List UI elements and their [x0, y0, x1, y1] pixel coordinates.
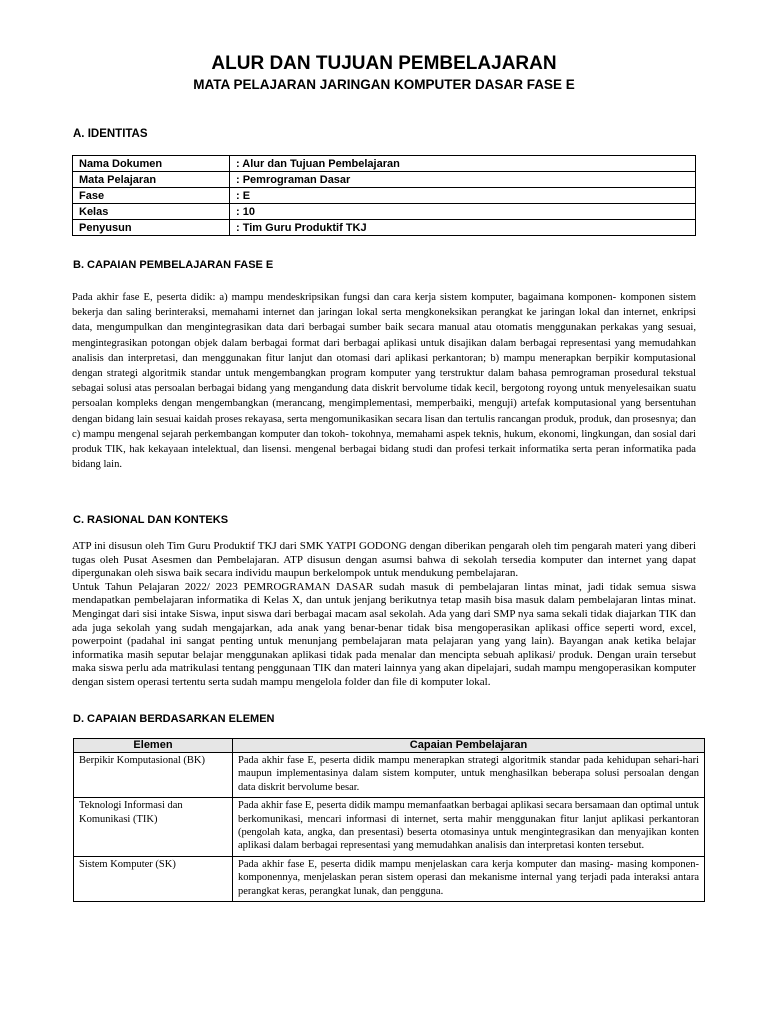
element-name: Berpikir Komputasional (BK)	[74, 753, 233, 798]
element-name: Teknologi Informasi dan Komunikasi (TIK)	[74, 798, 233, 857]
table-row	[73, 172, 696, 188]
section-b-heading: B. CAPAIAN PEMBELAJARAN FASE E	[73, 259, 274, 271]
table-row	[74, 856, 705, 901]
element-outcome: Pada akhir fase E, peserta didik mampu menjelaskan cara kerja komputer dan masing- masing komponen-komponennya, menjelaskan peran sistem operasi dan mekanisme internal yang terjadi pada interaksi antara perangkat keras, perangkat lunak, dan pengguna.	[233, 856, 705, 901]
section-d-heading: D. CAPAIAN BERDASARKAN ELEMEN	[73, 713, 275, 725]
identity-value: : Pemrograman Dasar	[230, 172, 696, 188]
identity-table	[72, 155, 696, 236]
section-a-heading: A. IDENTITAS	[73, 128, 148, 140]
elements-table	[73, 738, 705, 902]
element-outcome: Pada akhir fase E, peserta didik mampu memanfaatkan berbagai aplikasi secara bersamaan dan optimal untuk berkomunikasi, mencari informasi di internet, serta mahir menggunakan fitur lanjut aplikasi perkantoran (pengolah kata, angka, dan presentasi) beserta otomasinya untuk mengintegrasikan dan menyajikan konten aplikasi dalam berbagai representasi yang memudahkan analisis dan interpretasi konten tersebut.	[233, 798, 705, 857]
identity-key: Kelas	[73, 204, 230, 220]
paragraph: Pada akhir fase E, peserta didik: a) mampu mendeskripsikan fungsi dan cara kerja sistem komputer, bagaimana komponen- komponen sistem bekerja dan saling berinteraksi, memahami internet dan jaringan lokal serta mengkoneksikan perangkat ke jaringan lokal dan internet, enkripsi data, mengumpulkan dan mengintegrasikan data dari berbagai sumber baik secara manual atau otomatis menggunakan perkakas yang sesuai, mengintegrasikan potongan objek dalam berbagai format dari berbagai aplikasi untuk disajikan dalam berbagai representasi yang memudahkan analisis dan interpretasi, dan menggunakan fitur lanjut dan otomasi dari aplikasi perkantoran; b) mampu menerapkan berpikir komputasional dengan strategi algoritmik standar untuk mengembangkan program komputer yang terstruktur dalam bahasa pemrograman prosedural tekstual sebagai solusi atas persoalan berbagai bidang yang mengandung data diskrit bervolume tidak kecil, bergotong royong untuk menyelesaikan suatu persoalan kompleks dengan mengembangkan (merancang, mengimplementasi, memperbaiki, menguji) artefak komputasional yang bersentuhan dengan bidang lain sesuai kaidah proses rekayasa, serta mengomunikasikan secara lisan dan tertulis rancangan produk, produk, dan prosesnya; dan c) mampu mengenal sejarah perkembangan komputer dan tokoh- tokohnya, memahami aspek teknis, hukum, ekonomi, lingkungan, dan sosial dari produk TIK, hak kekayaan intelektual, dan lisensi. mengenal berbagai bidang studi dan profesi terkait informatika serta peran informatika pada bidang lain.	[72, 292, 696, 471]
element-outcome: Pada akhir fase E, peserta didik mampu menerapkan strategi algoritmik standar pada kehidupan sehari-hari maupun implementasinya dalam sistem komputer, untuk menghasilkan beberapa solusi persoalan dengan data diskrit bervolume besar.	[233, 753, 705, 798]
section-c-heading: C. RASIONAL DAN KONTEKS	[73, 514, 229, 526]
identity-key: Nama Dokumen	[73, 156, 230, 172]
table-row	[73, 188, 696, 204]
identity-value: : E	[230, 188, 696, 204]
element-name: Sistem Komputer (SK)	[74, 856, 233, 901]
column-header-capaian: Capaian Pembelajaran	[233, 739, 705, 753]
table-header-row	[74, 739, 705, 753]
section-c-text	[72, 540, 696, 690]
document-subtitle: MATA PELAJARAN JARINGAN KOMPUTER DASAR FASE E	[193, 77, 575, 92]
table-row	[74, 753, 705, 798]
identity-value: : Alur dan Tujuan Pembelajaran	[230, 156, 696, 172]
paragraph: Untuk Tahun Pelajaran 2022/ 2023 PEMROGRAMAN DASAR sudah masuk di pembelajaran lintas minat, jadi tidak semua siswa mendapatkan pembelajaran informatika di Kelas X, dan untuk jenjang berikutnya tetap masih bisa masuk dalam pembelajaran lintas minat. Mengingat dari sisi intake Siswa, input siswa dari berbagai macam asal sekolah. Ada yang dari SMP nya sama sekali tidak diajarkan TIK dan ada juga sekolah yang sudah mengajarkan, ada anak yang benar-benar tidak bisa mengoperasikan aplikasi office seperti word, excel, powerpoint (padahal ini sangat penting untuk menunjang pembelajaran mata pelajaran yang yang lain). Bayangan anak ketika belajar informatika masih seputar belajar menggunakan aplikasi tidak pada menalar dan mencipta sebuah aplikasi/ produk. Dengan urain tersebut maka siswa perlu ada matrikulasi tentang penggunaan TIK dan materi lainnya yang akan dipelajari, sudah mampu mengoperasikan komputer dengan sistem operasi tertentu serta sudah mampu mengelola folder dan file di komputer lokal.	[72, 580, 696, 688]
table-row	[73, 156, 696, 172]
identity-key: Fase	[73, 188, 230, 204]
section-b-text	[72, 290, 696, 472]
paragraph: ATP ini disusun oleh Tim Guru Produktif TKJ dari SMK YATPI GODONG dengan diberikan pengarah oleh tim pengarah materi yang diberi tugas oleh Pusat Asesmen dan Pembelajaran. ATP disusun dengan asumsi bahwa di sekolah tersedia komputer dan internet yang dapat dipergunakan oleh siswa baik secara individu maupun berkelompok untuk mendukung pembelajaran.	[72, 540, 696, 580]
table-row	[73, 220, 696, 236]
table-row	[73, 204, 696, 220]
identity-value: : Tim Guru Produktif TKJ	[230, 220, 696, 236]
identity-key: Penyusun	[73, 220, 230, 236]
identity-key: Mata Pelajaran	[73, 172, 230, 188]
table-row	[74, 798, 705, 857]
document-title: ALUR DAN TUJUAN PEMBELAJARAN	[211, 53, 557, 74]
identity-value: : 10	[230, 204, 696, 220]
column-header-elemen: Elemen	[74, 739, 233, 753]
